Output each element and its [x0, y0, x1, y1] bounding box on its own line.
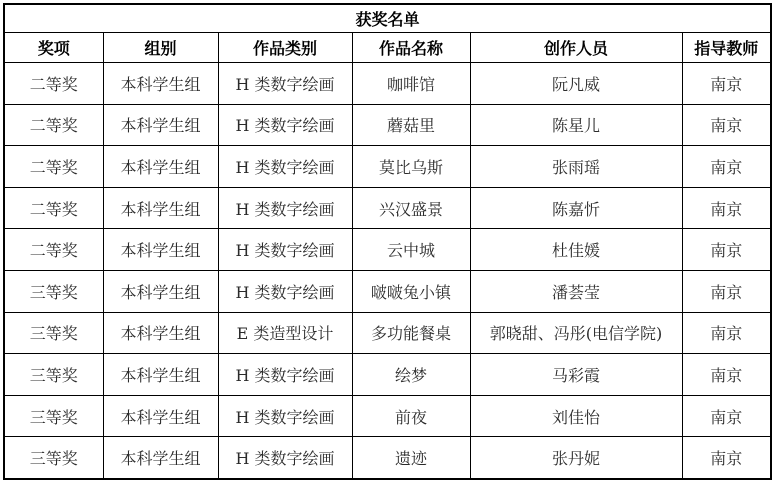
- table-cell: 三等奖: [4, 437, 103, 479]
- table-cell: 南京: [682, 437, 771, 479]
- table-cell: 蘑菇里: [352, 104, 470, 146]
- column-header-group: 组别: [103, 33, 218, 63]
- table-cell: H 类数字绘画: [218, 63, 352, 105]
- table-row: [4, 312, 771, 354]
- table-header-row: [4, 33, 771, 63]
- column-header-category: 作品类别: [218, 33, 352, 63]
- table-cell: 南京: [682, 146, 771, 188]
- table-cell: 本科学生组: [103, 395, 218, 437]
- table-cell: E 类造型设计: [218, 312, 352, 354]
- table-cell: 啵啵兔小镇: [352, 270, 470, 312]
- table-cell: H 类数字绘画: [218, 437, 352, 479]
- table-cell: 本科学生组: [103, 312, 218, 354]
- table-cell: 三等奖: [4, 270, 103, 312]
- table-title: 获奖名单: [4, 4, 771, 33]
- table-cell: H 类数字绘画: [218, 354, 352, 396]
- table-title-row: [4, 4, 771, 33]
- table-cell: 本科学生组: [103, 146, 218, 188]
- table-cell: 二等奖: [4, 63, 103, 105]
- table-cell: 多功能餐桌: [352, 312, 470, 354]
- table-cell: H 类数字绘画: [218, 187, 352, 229]
- table-cell: 南京: [682, 354, 771, 396]
- table-cell: 三等奖: [4, 395, 103, 437]
- table-row: [4, 354, 771, 396]
- table-cell: 遗迹: [352, 437, 470, 479]
- table-row: [4, 187, 771, 229]
- table-cell: 刘佳怡: [470, 395, 682, 437]
- table-cell: 杜佳媛: [470, 229, 682, 271]
- column-header-award: 奖项: [4, 33, 103, 63]
- table-cell: 本科学生组: [103, 437, 218, 479]
- table-cell: 本科学生组: [103, 187, 218, 229]
- column-header-creators: 创作人员: [470, 33, 682, 63]
- table-cell: 本科学生组: [103, 354, 218, 396]
- table-cell: 本科学生组: [103, 63, 218, 105]
- award-table: [3, 3, 772, 480]
- table-cell: H 类数字绘画: [218, 229, 352, 271]
- table-row: [4, 437, 771, 479]
- table-cell: 张雨瑶: [470, 146, 682, 188]
- table-cell: 南京: [682, 395, 771, 437]
- table-cell: 陈嘉忻: [470, 187, 682, 229]
- table-cell: 本科学生组: [103, 229, 218, 271]
- table-row: [4, 229, 771, 271]
- table-cell: 马彩霞: [470, 354, 682, 396]
- table-cell: 绘梦: [352, 354, 470, 396]
- table-cell: 南京: [682, 104, 771, 146]
- table-cell: 郭晓甜、冯彤(电信学院): [470, 312, 682, 354]
- table-cell: 南京: [682, 270, 771, 312]
- column-header-work-name: 作品名称: [352, 33, 470, 63]
- award-table-body: [4, 63, 771, 479]
- table-row: [4, 63, 771, 105]
- award-table-head: [4, 4, 771, 63]
- table-cell: 潘荟莹: [470, 270, 682, 312]
- table-cell: 二等奖: [4, 146, 103, 188]
- table-cell: H 类数字绘画: [218, 104, 352, 146]
- table-cell: 云中城: [352, 229, 470, 271]
- table-cell: 二等奖: [4, 229, 103, 271]
- table-cell: 阮凡威: [470, 63, 682, 105]
- table-cell: H 类数字绘画: [218, 270, 352, 312]
- table-cell: 南京: [682, 229, 771, 271]
- table-row: [4, 146, 771, 188]
- table-cell: 前夜: [352, 395, 470, 437]
- table-cell: 三等奖: [4, 312, 103, 354]
- table-cell: 莫比乌斯: [352, 146, 470, 188]
- table-cell: H 类数字绘画: [218, 146, 352, 188]
- table-row: [4, 104, 771, 146]
- table-row: [4, 395, 771, 437]
- table-cell: H 类数字绘画: [218, 395, 352, 437]
- table-cell: 南京: [682, 63, 771, 105]
- table-cell: 张丹妮: [470, 437, 682, 479]
- table-cell: 二等奖: [4, 187, 103, 229]
- table-cell: 本科学生组: [103, 104, 218, 146]
- table-cell: 陈星儿: [470, 104, 682, 146]
- column-header-advisor: 指导教师: [682, 33, 771, 63]
- table-cell: 兴汉盛景: [352, 187, 470, 229]
- table-cell: 三等奖: [4, 354, 103, 396]
- table-cell: 南京: [682, 187, 771, 229]
- table-cell: 本科学生组: [103, 270, 218, 312]
- table-cell: 南京: [682, 312, 771, 354]
- table-cell: 咖啡馆: [352, 63, 470, 105]
- table-row: [4, 270, 771, 312]
- table-cell: 二等奖: [4, 104, 103, 146]
